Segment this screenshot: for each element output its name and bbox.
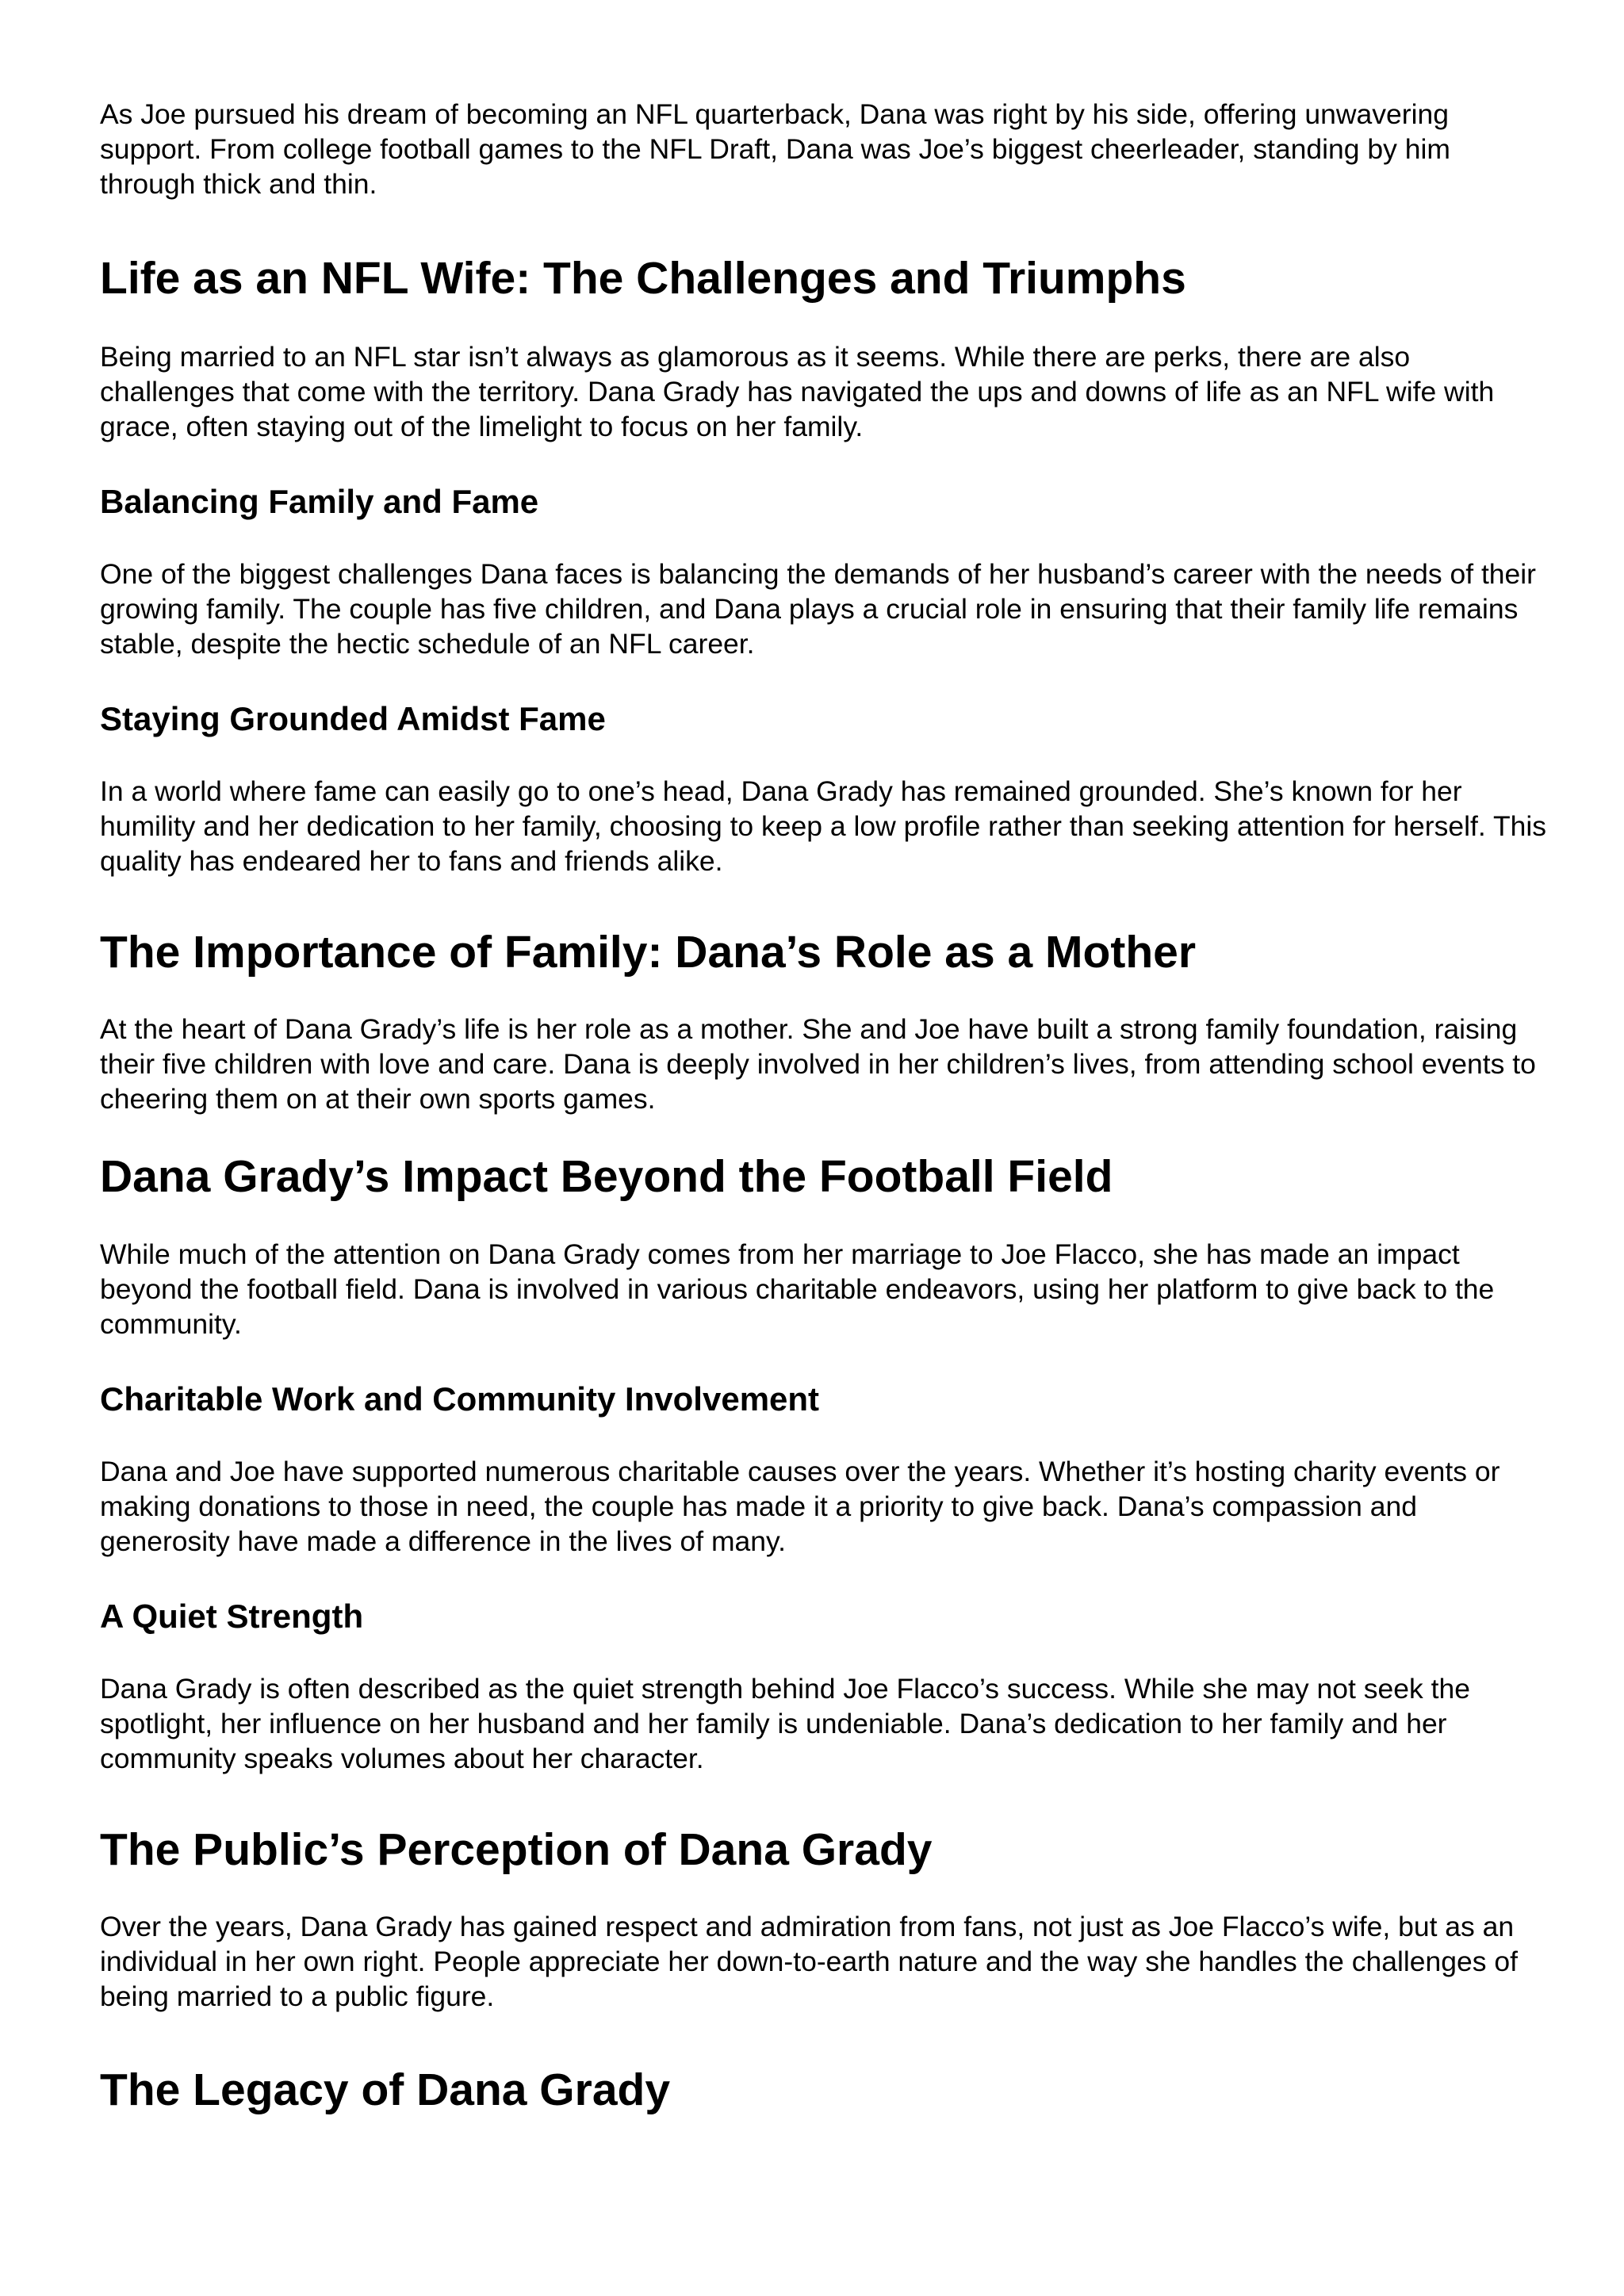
paragraph-charitable-work: Dana and Joe have supported numerous charitable causes over the years. Whether it’s hosting charity events or making donations to those in need, the couple has made it a priority to give back. Dana’s compassion and generosity have made a difference in the lives of many. [100, 1456, 1500, 1557]
subheading-balancing-family: Balancing Family and Fame [100, 483, 539, 520]
subheading-quiet-strength: A Quiet Strength [100, 1598, 364, 1635]
heading-nfl-wife: Life as an NFL Wife: The Challenges and Triumphs [100, 253, 1186, 304]
paragraph-impact-beyond-field: While much of the attention on Dana Grady comes from her marriage to Joe Flacco, she has made an impact beyond the football field. Dana is involved in various charitable endeavors, using her platform to give back to the community. [100, 1238, 1495, 1340]
intro-paragraph: As Joe pursued his dream of becoming an NFL quarterback, Dana was right by his side, offering unwavering support. From college football games to the NFL Draft, Dana was Joe’s biggest cheerleader, standing by him through thick and thin. [100, 98, 1450, 200]
paragraph-balancing-family: One of the biggest challenges Dana faces is balancing the demands of her husband’s career with the needs of their growing family. The couple has five children, and Dana plays a crucial role in ensuring that their family life remains stable, despite the hectic schedule of an NFL career. [100, 558, 1537, 660]
paragraph-public-perception: Over the years, Dana Grady has gained respect and admiration from fans, not just as Joe Flacco’s wife, but as an individual in her own right. People appreciate her down-to-earth nature and the way she handles the challenges of being married to a public figure. [100, 1911, 1518, 2012]
subheading-charitable-work: Charitable Work and Community Involvement [100, 1380, 820, 1418]
heading-legacy: The Legacy of Dana Grady [100, 2064, 671, 2115]
paragraph-quiet-strength: Dana Grady is often described as the quiet strength behind Joe Flacco’s success. While she may not seek the spotlight, her influence on her husband and her family is undeniable. Dana’s dedication to her family and her community speaks volumes about her character. [100, 1673, 1470, 1774]
heading-importance-of-family: The Importance of Family: Dana’s Role as a Mother [100, 927, 1197, 978]
paragraph-importance-of-family: At the heart of Dana Grady’s life is her role as a mother. She and Joe have built a strong family foundation, raising their five children with love and care. Dana is deeply involved in her children’s lives, from attending school events to cheering them on at their own sports games. [100, 1013, 1536, 1115]
heading-impact-beyond-field: Dana Grady’s Impact Beyond the Football Field [100, 1151, 1113, 1202]
heading-public-perception: The Public’s Perception of Dana Grady [100, 1824, 933, 1875]
paragraph-staying-grounded: In a world where fame can easily go to one’s head, Dana Grady has remained grounded. She’s known for her humility and her dedication to her family, choosing to keep a low profile rather than seeking attention for herself. This quality has endeared her to fans and friends alike. [100, 775, 1547, 877]
subheading-staying-grounded: Staying Grounded Amidst Fame [100, 700, 606, 737]
paragraph-nfl-wife: Being married to an NFL star isn’t always as glamorous as it seems. While there are perks, there are also challenges that come with the territory. Dana Grady has navigated the ups and downs of life as an NFL wife with grace, often staying out of the limelight to focus on her family. [100, 341, 1495, 442]
